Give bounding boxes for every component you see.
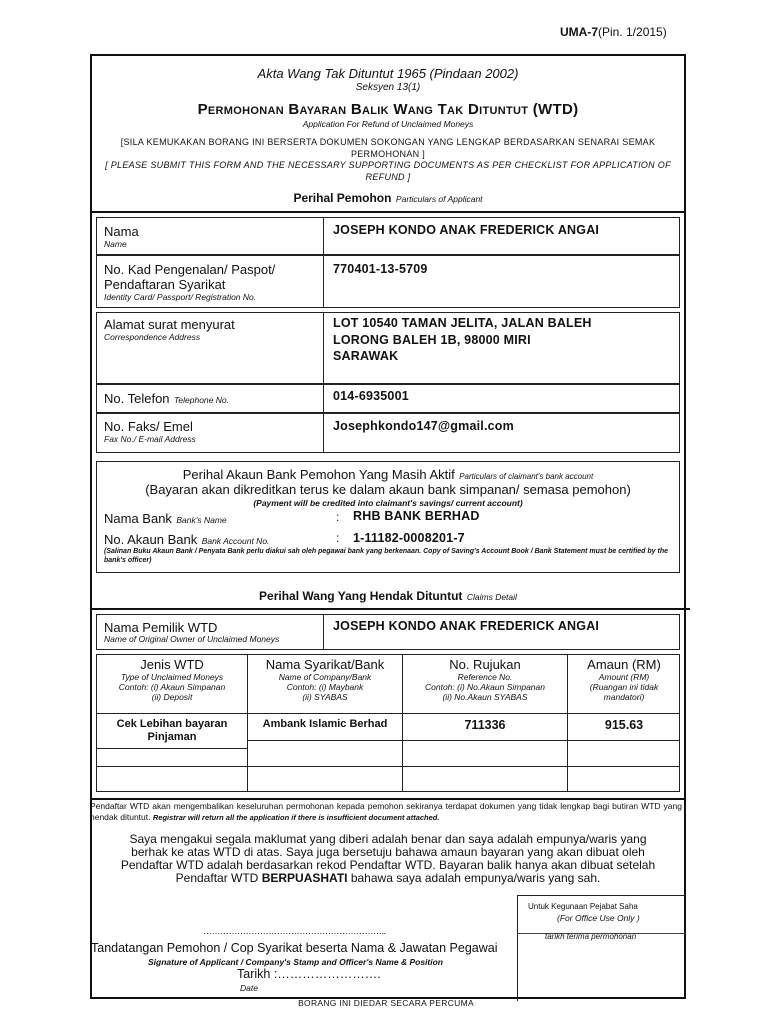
name-label-en: Name bbox=[104, 239, 127, 249]
notice-divider bbox=[90, 798, 686, 800]
account-label: No. Akaun Bank bbox=[104, 532, 198, 547]
col-header-company bbox=[248, 657, 402, 702]
col-amount-sub2: (Ruangan ini tidak bbox=[589, 682, 659, 692]
col-reference-sub1: Reference No. bbox=[457, 672, 513, 682]
claim-section-title bbox=[92, 587, 684, 605]
claim-type-value[interactable]: Cek Lebihan bayaran Pinjaman bbox=[116, 718, 228, 743]
instruction-ms: [SILA KEMUKAKAN BORANG INI BERSERTA DOKUMEN SOKONGAN YANG LENGKAP BERDASARKAN SENARAI SEMAK PERMOHONAN ] bbox=[120, 137, 656, 159]
declaration-line-1: Saya mengakui segala maklumat yang diberi adalah benar dan saya adalah empunya/waris yang bbox=[129, 832, 647, 846]
bank-note-ms: (Bayaran akan dikreditkan terus ke dalam akaun bank simpanan/ semasa pemohon) bbox=[145, 482, 631, 497]
col-amount-sub1: Amount (RM) bbox=[598, 672, 650, 682]
col-amount-sub3: mandatori) bbox=[603, 692, 645, 702]
row-divider bbox=[96, 713, 680, 714]
owner-value[interactable]: JOSEPH KONDO ANAK FREDERICK ANGAI bbox=[333, 619, 600, 633]
col-header-reference bbox=[403, 657, 567, 702]
col-company-sub3: (ii) SYABAS bbox=[302, 692, 348, 702]
col-reference-sub2: Contoh: (i) No.Akaun Simpanan bbox=[424, 682, 545, 692]
address-label: Alamat surat menyurat bbox=[104, 317, 235, 332]
office-box-left bbox=[517, 895, 518, 1001]
col-amount-title: Amaun (RM) bbox=[587, 657, 661, 672]
claim-divider bbox=[90, 608, 690, 610]
office-title: Untuk Kegunaan Pejabat Saha bbox=[528, 902, 638, 911]
phone-label-en: Telephone No. bbox=[173, 395, 229, 405]
email-label: No. Faks/ Emel bbox=[104, 419, 193, 434]
form-title: Permohonan Bayaran Balik Wang Tak Dituntut (WTD) bbox=[197, 101, 579, 118]
date-row bbox=[237, 967, 381, 981]
signature-label-en: Signature of Applicant / Company's Stamp and Officer's Name & Position bbox=[148, 957, 443, 967]
col-reference-sub3: (ii) No.Akaun SYABAS bbox=[442, 692, 528, 702]
claim-amount-value[interactable]: 915.63 bbox=[604, 718, 644, 732]
act-title: Akta Wang Tak Dituntut 1965 (Pindaan 2002) bbox=[257, 66, 519, 81]
phone-label: No. Telefon bbox=[104, 391, 170, 406]
bank-note-en: (Payment will be credited into claimant's savings/ current account) bbox=[253, 498, 523, 508]
date-label: Tarikh : bbox=[237, 967, 278, 981]
bank-name-colon: : bbox=[336, 510, 340, 524]
owner-label: Nama Pemilik WTD bbox=[104, 620, 218, 635]
applicant-title-ms: Perihal Pemohon bbox=[293, 191, 392, 205]
signature-line[interactable]: ……………………………………………………….. bbox=[203, 926, 386, 936]
col-company-sub1: Name of Company/Bank bbox=[278, 672, 372, 682]
account-label-en: Bank Account No. bbox=[201, 536, 270, 546]
declaration bbox=[90, 833, 686, 885]
applicant-section-title bbox=[92, 189, 684, 207]
row-divider bbox=[323, 385, 324, 412]
form-title-en: Application For Refund of Unclaimed Moneys bbox=[302, 119, 474, 129]
section-ref: Seksyen 13(1) bbox=[355, 82, 421, 93]
email-value[interactable]: Josephkondo147@gmail.com bbox=[333, 419, 514, 433]
applicant-title-en: Particulars of Applicant bbox=[395, 194, 483, 204]
col-header-type bbox=[97, 657, 247, 702]
phone-value[interactable]: 014-6935001 bbox=[333, 389, 409, 403]
name-value[interactable]: JOSEPH KONDO ANAK FREDERICK ANGAI bbox=[333, 223, 600, 237]
col-type-title: Jenis WTD bbox=[140, 657, 204, 672]
id-value[interactable]: 770401-13-5709 bbox=[333, 262, 428, 276]
row-divider bbox=[96, 766, 680, 767]
col-company-sub2: Contoh: (i) Maybank bbox=[286, 682, 364, 692]
instruction-en: [ PLEASE SUBMIT THIS FORM AND THE NECESSARY SUPPORTING DOCUMENTS AS PER CHECKLIST FOR APPLICATION OF REFUND ] bbox=[105, 160, 671, 182]
claim-title-en: Claims Detail bbox=[466, 592, 517, 602]
email-label-en: Fax No./ E-mail Address bbox=[104, 434, 196, 444]
claim-company-value[interactable]: Ambank Islamic Berhad bbox=[262, 718, 388, 730]
col-type-sub2: Contoh: (i) Akaun Simpanan bbox=[118, 682, 226, 692]
col-header-amount bbox=[568, 657, 680, 702]
bank-name-label-group bbox=[104, 510, 227, 528]
address-line-1[interactable]: LOT 10540 TAMAN JELITA, JALAN BALEH bbox=[333, 316, 592, 330]
notice bbox=[90, 801, 682, 823]
signature-label: Tandatangan Pemohon / Cop Syarikat beserta Nama & Jawatan Pegawai bbox=[91, 941, 498, 955]
declaration-line-2: berhak ke atas WTD di atas. Saya juga bersetuju bahawa amaun bayaran yang akan dibuat oleh bbox=[131, 845, 645, 859]
declaration-line-4-post: bahawa saya adalah empunya/waris yang sah. bbox=[350, 871, 601, 885]
office-title-en: (For Office Use Only ) bbox=[557, 913, 640, 923]
row-divider bbox=[323, 414, 324, 452]
office-box-top bbox=[517, 895, 686, 896]
declaration-line-3: Pendaftar WTD adalah berdasarkan rekod Pendaftar WTD. Bayaran balik hanya akan dibuat setelah bbox=[120, 858, 656, 872]
bank-name-label-en: Bank's Name bbox=[176, 515, 227, 525]
row-divider bbox=[323, 218, 324, 254]
row-divider bbox=[248, 740, 680, 741]
row-divider bbox=[323, 256, 324, 307]
declaration-line-4-pre: Pendaftar WTD bbox=[175, 871, 259, 885]
address-line-2[interactable]: LORONG BALEH 1B, 98000 MIRI bbox=[333, 333, 531, 347]
phone-label-group bbox=[104, 390, 229, 408]
header-divider bbox=[90, 211, 686, 213]
date-field[interactable]: ……………………. bbox=[277, 967, 381, 981]
col-company-title: Nama Syarikat/Bank bbox=[265, 657, 385, 672]
col-type-sub3: (ii) Deposit bbox=[151, 692, 193, 702]
form-code bbox=[560, 25, 667, 39]
row-divider bbox=[323, 313, 324, 383]
account-colon: : bbox=[336, 531, 340, 545]
address-line-3[interactable]: SARAWAK bbox=[333, 349, 399, 363]
declaration-emphasis: BERPUASHATI bbox=[261, 871, 348, 885]
office-received-date: tarikh terima permohonan bbox=[545, 932, 637, 941]
bank-name-value[interactable]: RHB BANK BERHAD bbox=[353, 509, 480, 523]
owner-label-en: Name of Original Owner of Unclaimed Moneys bbox=[104, 634, 280, 644]
id-label-en: Identity Card/ Passport/ Registration No. bbox=[104, 292, 257, 302]
date-label-en: Date bbox=[240, 983, 258, 993]
bank-footnote: (Salinan Buku Akaun Bank / Penyata Bank perlu diakui sah oleh pegawai bank yang berkenaan. Copy of Saving's Account Book / Bank Statement must be certified by the bank's officer) bbox=[104, 548, 669, 564]
bank-title-en: Particulars of claimant's bank account bbox=[459, 472, 594, 481]
id-label: No. Kad Pengenalan/ Paspot/ Pendaftaran Syarikat bbox=[104, 262, 276, 292]
footer-note: BORANG INI DIEDAR SECARA PERCUMA bbox=[298, 998, 474, 1008]
account-value[interactable]: 1-11182-0008201-7 bbox=[353, 531, 465, 545]
row-divider bbox=[96, 748, 248, 749]
form-version: (Pin. 1/2015) bbox=[598, 25, 667, 39]
bank-title-ms: Perihal Akaun Bank Pemohon Yang Masih Aktif bbox=[182, 467, 455, 482]
notice-ms: Pendaftar WTD akan mengembalikan keseluruhan permohonan kepada pemohon sekiranya terdapat dokumen yang tidak lengkap bagi butiran WTD yang hendak dituntut. bbox=[90, 801, 682, 822]
col-type-sub1: Type of Unclaimed Moneys bbox=[120, 672, 224, 682]
row-divider bbox=[323, 615, 324, 649]
notice-en: Registrar will return all the application if there is insufficient document attached. bbox=[152, 813, 440, 822]
bank-name-label: Nama Bank bbox=[104, 511, 172, 526]
claim-title-ms: Perihal Wang Yang Hendak Dituntut bbox=[259, 589, 463, 603]
name-label: Nama bbox=[104, 224, 139, 239]
col-reference-title: No. Rujukan bbox=[449, 657, 521, 672]
form-code-id: UMA-7 bbox=[560, 25, 598, 39]
address-label-en: Correspondence Address bbox=[104, 332, 201, 342]
claim-reference-value[interactable]: 711336 bbox=[464, 718, 506, 732]
declaration-line-4 bbox=[90, 872, 686, 885]
